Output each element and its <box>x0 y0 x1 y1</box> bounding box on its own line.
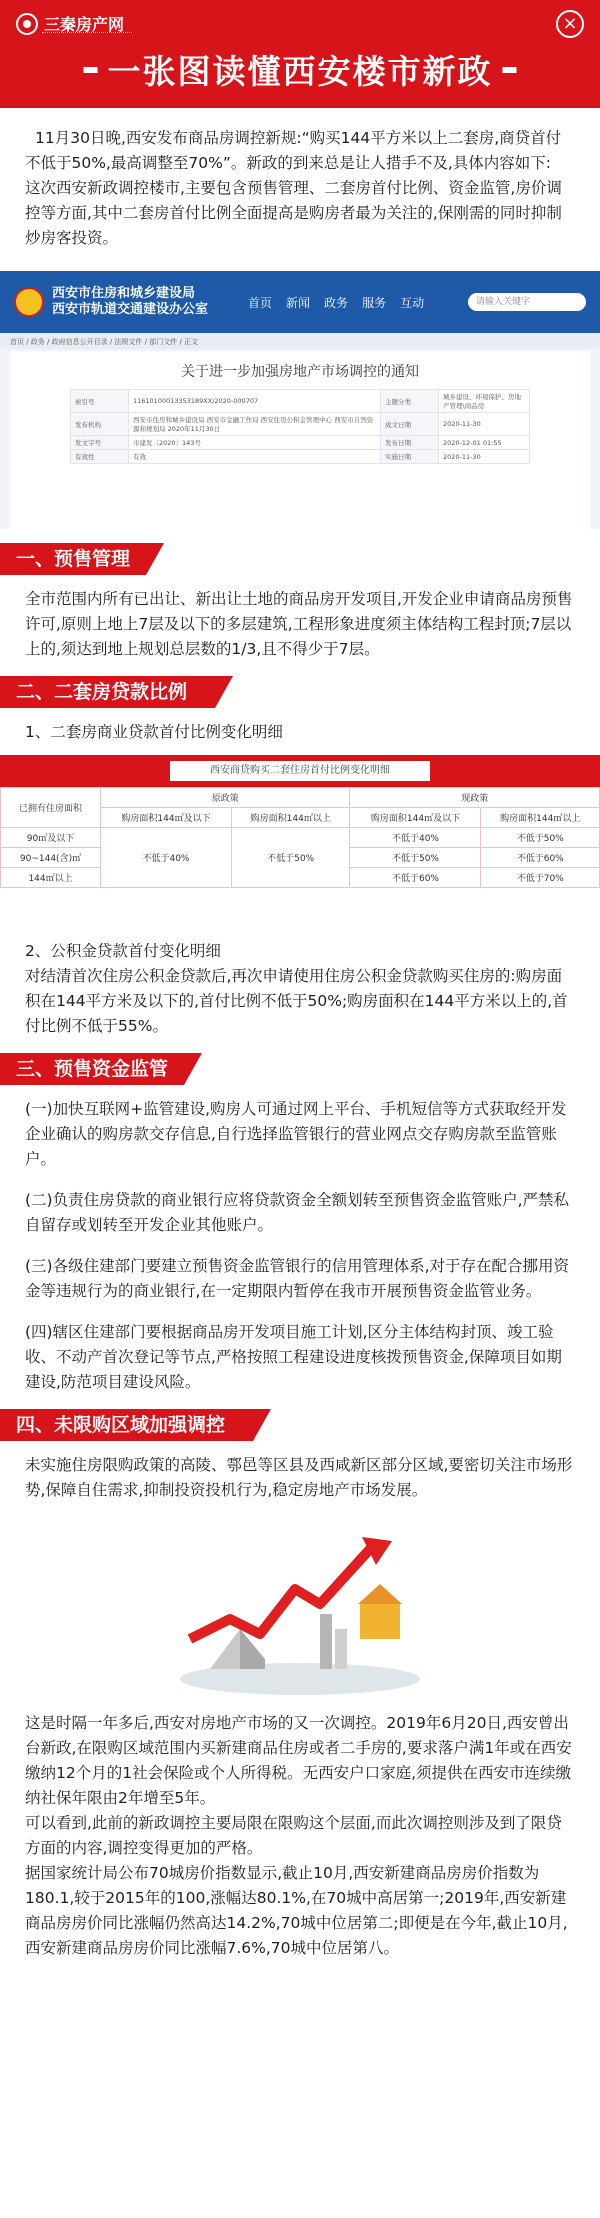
gov-site-screenshot <box>0 271 600 529</box>
section-subtitle-commercial-loan: 1、二套房商业贷款首付比例变化明细 <box>25 723 283 741</box>
supervision-item-1: (一)加快互联网+监管建设,购房人可通过网上平台、手机短信等方式获取经开发企业确认的购房款交存信息,自行选择监管银行的营业网点交存购房款至监管账户。 <box>25 1100 567 1168</box>
supervision-item-2: (二)负责住房贷款的商业银行应将贷款资金全额划转至预售资金监管账户,严禁私自留存或划转至开发企业其他账户。 <box>25 1191 570 1234</box>
title-bar-left <box>84 67 98 73</box>
table-cell: 不低于60% <box>481 848 600 868</box>
closing-paragraph-2: 可以看到,此前的新政调控主要局限在限购这个层面,而此次调控则涉及到了限贷方面的内容,调控变得更加的严格。 <box>25 1814 562 1857</box>
banner-header <box>0 0 600 108</box>
table-header: 购房面积144㎡及以下 <box>101 808 232 828</box>
section-subtitle-fund-loan: 2、公积金贷款首付变化明细 <box>25 942 221 960</box>
closing-paragraph-3: 据国家统计局公布70城房价指数显示,截止10月,西安新建商品房房价指数为180.1,较于2015年的100,涨幅达80.1%,在70城中高居第一;2019年,西安新建商品房房价同比涨幅仍然高达14.2%,70城中位居第二;即便是在今年,截止10月,西安新建商品房房价同比涨幅7.6%,70城中位居第八。 <box>25 1864 568 1957</box>
supervision-item-3: (三)各级住建部门要建立预售资金监管银行的信用管理体系,对于存在配合挪用资金等违规行为的商业银行,在一定期限内暂停在我市开展预售资金监管业务。 <box>25 1257 570 1300</box>
gov-org-2: 西安市轨道交通建设办公室 <box>52 302 209 317</box>
meta-key: 主题分类 <box>381 390 439 413</box>
table-cell: 不低于60% <box>350 868 481 888</box>
table-header: 购房面积144㎡以上 <box>232 808 350 828</box>
loan-table-image <box>0 755 600 927</box>
section-text-fund-loan: 对结清首次住房公积金贷款后,再次申请使用住房公积金贷款购买住房的:购房面积在144平方米及以下的,首付比例不低于50%;购房面积在144平方米以上的,首付比例不低于55%。 <box>25 967 568 1035</box>
table-row <box>71 413 530 436</box>
meta-key: 索引号 <box>71 390 129 413</box>
national-emblem-icon <box>14 287 44 317</box>
gov-nav <box>248 294 424 311</box>
section-label-second-home-loan: 二、二套房贷款比例 <box>0 676 215 708</box>
rising-arrow-icon <box>170 1519 430 1699</box>
supervision-item-4: (四)辖区住建部门要根据商品房开发项目施工计划,区分主体结构封顶、竣工验收、不动产首次登记等节点,严格按照工程建设进度核拨预售资金,保障项目如期建设,防范项目建设风险。 <box>25 1323 562 1391</box>
rising-price-illustration <box>170 1519 430 1699</box>
table-header: 购房面积144㎡以上 <box>481 808 600 828</box>
table-header: 原政策 <box>101 788 350 808</box>
section-text-presale: 全市范围内所有已出让、新出让土地的商品房开发项目,开发企业申请商品房预售许可,原则上地上7层及以下的多层建筑,工程形象进度须主体结构工程封顶;7层以上的,须达到地上规划总层数的1/3,且不得少于7层。 <box>25 590 573 658</box>
gov-nav-interact[interactable]: 互动 <box>400 295 425 310</box>
table-cell: 90㎡及以下 <box>1 828 101 848</box>
meta-value: 市建发〔2020〕143号 <box>129 436 381 450</box>
meta-key: 有效性 <box>71 450 129 464</box>
meta-value: 2020-12-01 01:55 <box>439 436 530 450</box>
loan-table <box>0 787 600 888</box>
meta-value: 西安市住房和城乡建设局 西安市金融工作局 西安住房公积金管理中心 西安市自然资源和规划局 2020年11月30日 <box>129 413 381 436</box>
section-label-presale: 一、预售管理 <box>0 543 146 575</box>
gov-nav-home[interactable]: 首页 <box>248 295 273 310</box>
intro-paragraph-2: 这次西安新政调控楼市,主要包含预售管理、二套房首付比例、资金监管,房价调控等方面,其中二套房首付比例全面提高是购房者最为关注的,保刚需的同时抑制炒房客投资。 <box>25 179 562 247</box>
gov-site-topbar <box>0 271 600 333</box>
table-cell: 90~144(含)㎡ <box>1 848 101 868</box>
brand-name: 三秦房产网 <box>44 15 125 34</box>
table-row <box>1 788 600 808</box>
table-header: 购房面积144㎡及以下 <box>350 808 481 828</box>
table-cell: 不低于50% <box>481 828 600 848</box>
loan-table-band <box>0 755 600 787</box>
meta-key: 发布日期 <box>381 436 439 450</box>
meta-key: 成文日期 <box>381 413 439 436</box>
table-cell: 不低于40% <box>350 828 481 848</box>
gov-search-input[interactable]: 请输入关键字 <box>468 293 586 311</box>
close-icon[interactable]: × <box>556 10 584 38</box>
meta-key: 发文字号 <box>71 436 129 450</box>
table-cell: 不低于50% <box>350 848 481 868</box>
table-header: 现政策 <box>350 788 600 808</box>
brand-mark-icon <box>16 13 38 35</box>
table-row <box>71 436 530 450</box>
loan-table-caption: 西安商贷购买二套住房首付比例变化明细 <box>170 761 430 781</box>
table-cell: 不低于50% <box>232 828 350 888</box>
table-cell: 不低于70% <box>481 868 600 888</box>
table-cell: 不低于40% <box>101 828 232 888</box>
gov-breadcrumb: 首页 / 政务 / 政府信息公开目录 / 法规文件 / 部门文件 / 正文 <box>0 333 600 349</box>
meta-value: 2020-11-30 <box>439 450 530 464</box>
table-cell: 144㎡以上 <box>1 868 101 888</box>
gov-notice-title: 关于进一步加强房地产市场调控的通知 <box>181 364 419 380</box>
brand-underline <box>42 32 132 35</box>
intro-paragraph-1: 11月30日晚,西安发布商品房调控新规:“购买144平方米以上二套房,商贷首付不低于50%,最高调整至70%”。新政的到来总是让人措手不及,具体内容如下: <box>25 129 562 172</box>
gov-nav-service[interactable]: 服务 <box>362 295 387 310</box>
meta-value: 城乡建设、环境保护、房地产管理\商品房 <box>439 390 530 413</box>
meta-key: 实施日期 <box>381 450 439 464</box>
meta-value: 2020-11-30 <box>439 413 530 436</box>
closing-paragraph-1: 这是时隔一年多后,西安对房地产市场的又一次调控。2019年6月20日,西安曾出台新政,在限购区域范围内买新建商品住房或者二手房的,要求落户满1年或在西安缴纳12个月的1社会保险或个人所得税。无西安户口家庭,须提供在西安市连续缴纳社保年限由2年增至5年。 <box>25 1714 572 1807</box>
gov-nav-news[interactable]: 新闻 <box>286 295 311 310</box>
banner-title-wrap <box>84 46 517 93</box>
meta-value: 有效 <box>129 450 381 464</box>
gov-nav-affairs[interactable]: 政务 <box>324 295 349 310</box>
gov-org-names <box>52 286 208 318</box>
table-row <box>71 390 530 413</box>
gov-org-1: 西安市住房和城乡建设局 <box>52 286 196 301</box>
meta-value: 11610100013353189XX/2020-000707 <box>129 390 381 413</box>
table-row <box>1 828 600 848</box>
meta-key: 发布机构 <box>71 413 129 436</box>
section-label-fund-supervision: 三、预售资金监管 <box>0 1053 184 1085</box>
section-label-non-restricted-area: 四、未限购区域加强调控 <box>0 1409 253 1441</box>
gov-notice-meta-table <box>70 389 530 464</box>
title-bar-right <box>503 67 517 73</box>
gov-notice-panel <box>10 351 590 529</box>
page-title: 一张图读懂西安楼市新政 <box>107 52 493 91</box>
table-row <box>71 450 530 464</box>
section-text-non-restricted-area: 未实施住房限购政策的高陵、鄠邑等区县及西咸新区部分区域,要密切关注市场形势,保障自住需求,抑制投资投机行为,稳定房地产市场发展。 <box>25 1456 573 1499</box>
table-header: 已拥有住房面积 <box>1 788 101 828</box>
